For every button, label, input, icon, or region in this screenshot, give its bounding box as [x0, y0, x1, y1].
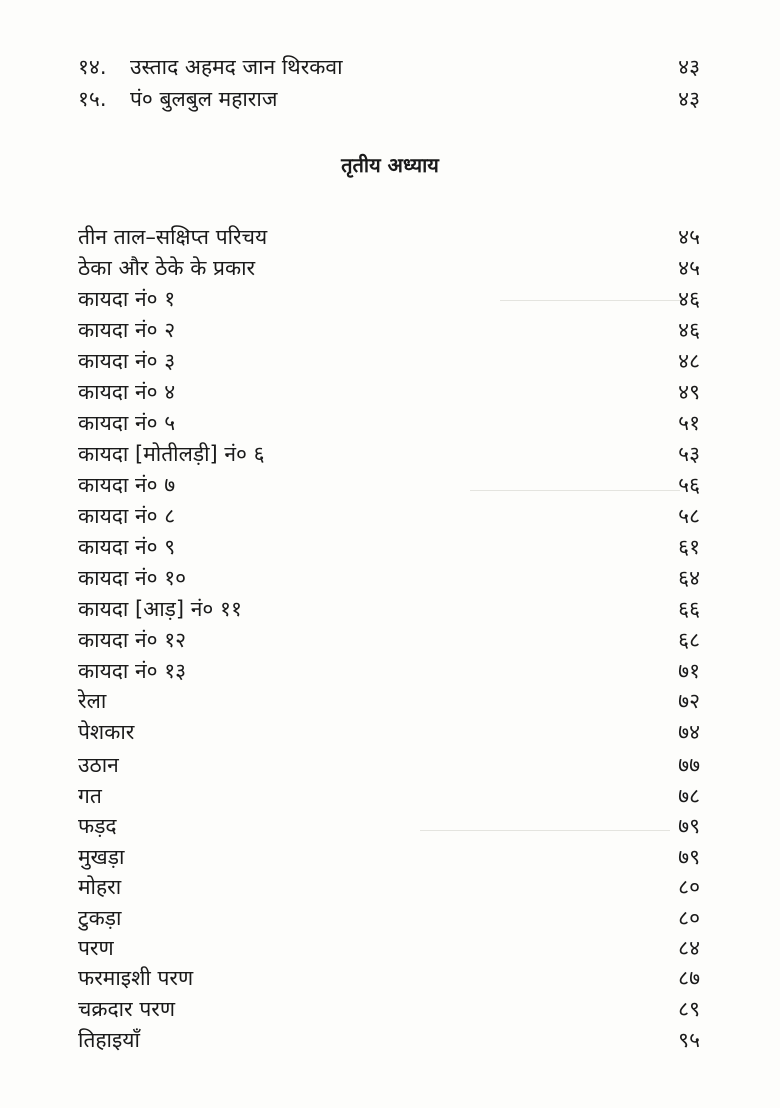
toc-entry	[78, 563, 700, 593]
entry-title: मुखड़ा	[78, 845, 125, 869]
entry-page: ८७	[678, 966, 700, 990]
entry-title: कायदा नं० १२	[78, 628, 187, 652]
toc-entry	[78, 933, 700, 963]
entry-title: मोहरा	[78, 875, 122, 899]
entry-page: ४३	[678, 87, 700, 111]
toc-entry	[78, 222, 700, 252]
entry-page: ५१	[678, 411, 700, 435]
entry-title: कायदा नं० १	[78, 287, 176, 311]
entry-number: १५.	[78, 87, 107, 111]
entry-title: चक्रदार परण	[78, 997, 176, 1021]
entry-title: कायदा नं० ९	[78, 535, 176, 559]
toc-entry	[78, 253, 700, 283]
entry-title: उठान	[78, 753, 119, 777]
entry-page: ५६	[678, 473, 700, 497]
toc-entry	[78, 872, 700, 902]
entry-page: ४६	[678, 287, 700, 311]
entry-page: ४५	[678, 256, 700, 280]
entry-page: ७४	[678, 720, 700, 744]
entry-title: परण	[78, 936, 114, 960]
entry-page: ६१	[678, 535, 700, 559]
entry-title: कायदा नं० १०	[78, 566, 187, 590]
toc-entry	[78, 963, 700, 993]
entry-page: ८४	[678, 936, 700, 960]
entry-page: ४३	[678, 55, 700, 79]
toc-entry	[78, 811, 700, 841]
toc-entry	[78, 625, 700, 655]
entry-page: ८०	[678, 906, 700, 930]
entry-title: तिहाइयाँ	[78, 1028, 140, 1052]
entry-title: ठेका और ठेके के प्रकार	[78, 256, 256, 280]
toc-entry	[78, 532, 700, 562]
entry-page: ७९	[678, 814, 700, 838]
entry-page: ५८	[678, 504, 700, 528]
toc-entry	[78, 903, 700, 933]
entry-title: रेला	[78, 689, 107, 713]
entry-page: ७९	[678, 845, 700, 869]
entry-title: तीन ताल–सक्षिप्त परिचय	[78, 225, 268, 249]
toc-entry	[78, 594, 700, 624]
entry-title: उस्ताद अहमद जान थिरकवा	[130, 55, 343, 79]
toc-entry	[78, 284, 700, 314]
entry-page: ७१	[678, 659, 700, 683]
toc-entry	[78, 315, 700, 345]
entry-title: कायदा [आड़] नं० ११	[78, 597, 242, 621]
toc-entry	[78, 686, 700, 716]
toc-entry	[78, 408, 700, 438]
entry-page: ५३	[678, 442, 700, 466]
toc-entry	[78, 656, 700, 686]
entry-page: ८९	[678, 997, 700, 1021]
toc-entry	[78, 1025, 700, 1055]
entry-title: गत	[78, 784, 102, 808]
entry-title: कायदा नं० ५	[78, 411, 176, 435]
entry-title: पेशकार	[78, 720, 135, 744]
chapter-heading: तृतीय अध्याय	[341, 153, 439, 177]
entry-page: ६८	[678, 628, 700, 652]
entry-page: ६४	[678, 566, 700, 590]
toc-entry	[78, 470, 700, 500]
entry-title: कायदा नं० १३	[78, 659, 187, 683]
entry-title: कायदा नं० ८	[78, 504, 176, 528]
entry-page: ७८	[678, 784, 700, 808]
entry-title: कायदा नं० ३	[78, 349, 176, 373]
toc-entry	[78, 501, 700, 531]
toc-entry	[78, 52, 700, 82]
toc-entry	[78, 842, 700, 872]
entry-page: ४९	[678, 380, 700, 404]
entry-title: फरमाइशी परण	[78, 966, 194, 990]
entry-page: ४६	[678, 318, 700, 342]
entry-page: ७२	[678, 689, 700, 713]
entry-page: ४५	[678, 225, 700, 249]
entry-title: फड़द	[78, 814, 117, 838]
entry-title: कायदा नं० २	[78, 318, 176, 342]
toc-entry	[78, 781, 700, 811]
toc-entry	[78, 717, 700, 747]
toc-entry	[78, 994, 700, 1024]
entry-page: ६६	[678, 597, 700, 621]
entry-number: १४.	[78, 55, 107, 79]
entry-page: ४८	[678, 349, 700, 373]
toc-entry	[78, 377, 700, 407]
entry-title: कायदा नं० ४	[78, 380, 176, 404]
entry-title: टुकड़ा	[78, 906, 122, 930]
toc-entry	[78, 346, 700, 376]
toc-entry	[78, 84, 700, 114]
entry-page: ८०	[678, 875, 700, 899]
entry-title: कायदा नं० ७	[78, 473, 176, 497]
entry-title: पं० बुलबुल महाराज	[130, 87, 278, 111]
entry-page: ९५	[678, 1028, 700, 1052]
entry-title: कायदा [मोतीलड़ी] नं० ६	[78, 442, 265, 466]
toc-entry	[78, 439, 700, 469]
toc-entry	[78, 750, 700, 780]
entry-page: ७७	[678, 753, 700, 777]
